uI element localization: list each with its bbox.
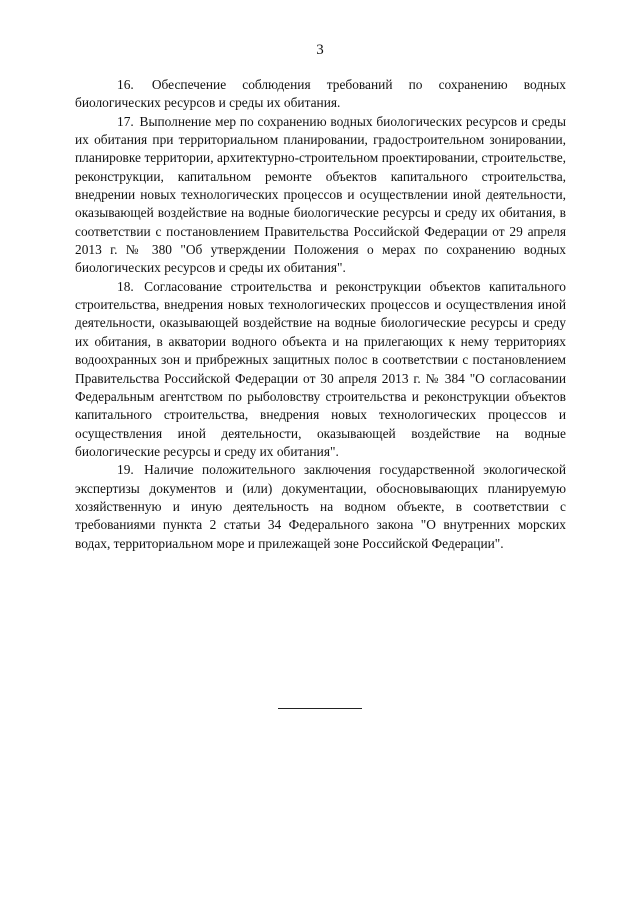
- paragraph-number: 18.: [117, 278, 134, 294]
- paragraph-number: 16.: [117, 77, 134, 92]
- end-of-document-rule: [278, 708, 362, 709]
- paragraph-text: Наличие положительного заключения государственной экологической экспертизы документов и (или) документации, обосновывающих планируемую хозяйственную и иную деятельность на водном объекте, в соответствии с требованиями пункта 2 статьи 34 Федерального закона "О внутренних морских водах, территориальном море и прилежащей зоне Российской Федерации".: [75, 462, 566, 551]
- document-body: [75, 76, 566, 553]
- paragraph-text: Обеспечение соблюдения требований по сохранению водных биологических ресурсов и среды их обитания.: [75, 77, 566, 111]
- page-number: 3: [316, 42, 324, 58]
- paragraph-18: [75, 278, 566, 461]
- paragraph-number: 17.: [117, 113, 134, 129]
- paragraph-text: Согласование строительства и реконструкции объектов капитального строительства, внедрения новых технологических процессов и осуществления иной деятельности, оказывающей воздействие на водные биологические ресурсы и среду их обитания, в акватории водного объекта и на прилегающих к нему территориях водоохранных зон и прибрежных защитных полос в соответствии с постановлением Правительства Российской Федерации от 30 апреля 2013 г. № 384 "О согласовании Федеральным агентством по рыболовству строительства и реконструкции объектов капитального строительства, внедрения новых технологических процессов и осуществления иной деятельности, оказывающей воздействие на водные биологические ресурсы и среду их обитания".: [75, 278, 566, 459]
- paragraph-19: [75, 461, 566, 553]
- paragraph-17: [75, 113, 566, 278]
- paragraph-16: [75, 76, 566, 113]
- paragraph-number: 19.: [117, 462, 134, 478]
- paragraph-text: Выполнение мер по сохранению водных биологических ресурсов и среды их обитания при территориальном планировании, градостроительном зонировании, планировке территории, архитектурно-строительном проектировании, строительстве, реконструкции, капитальном ремонте объектов капитального строительства, внедрении новых технологических процессов и осуществлении иной деятельности, оказывающей воздействие на водные биологические ресурсы и среду их обитания, в соответствии с постановлением Правительства Российской Федерации от 29 апреля 2013 г. № 380 "Об утверждении Положения о мерах по сохранению водных биологических ресурсов и среды их обитания".: [75, 113, 566, 276]
